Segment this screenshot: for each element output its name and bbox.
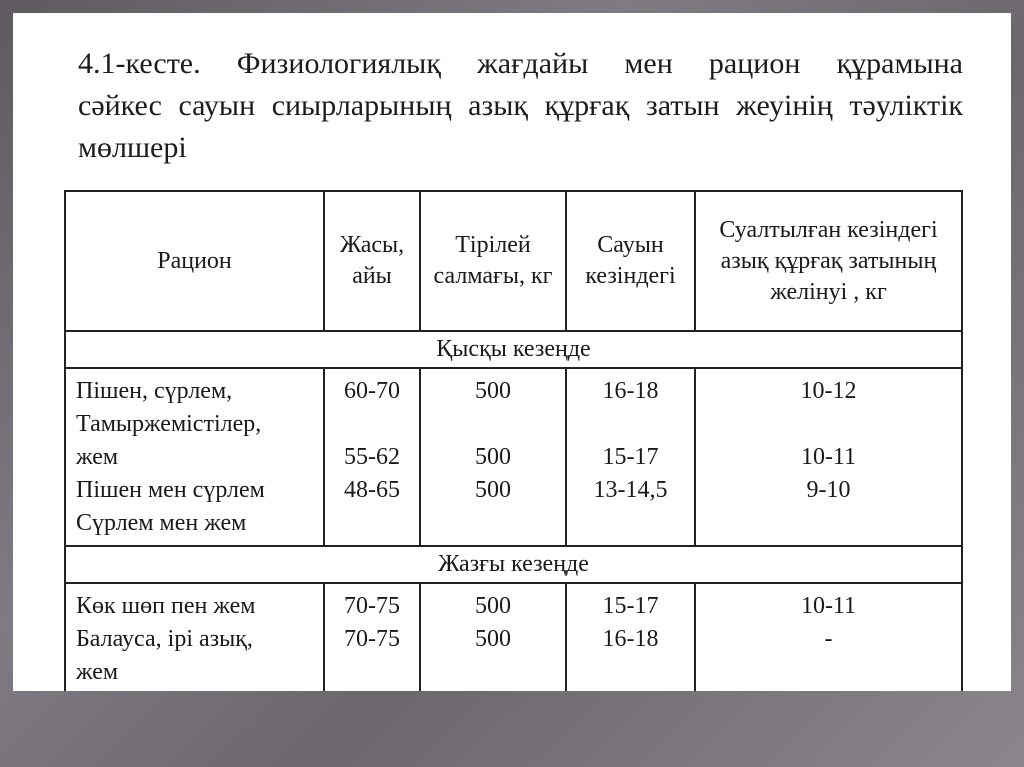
cell-weight bbox=[420, 583, 566, 691]
weight-value: 500 bbox=[475, 477, 511, 503]
period-row-winter bbox=[65, 331, 962, 368]
age-value: 70-75 bbox=[344, 593, 400, 619]
header-ration: Рацион bbox=[65, 191, 324, 331]
ration-line: Көк шөп пен жем bbox=[76, 593, 256, 619]
cell-intake bbox=[695, 368, 962, 546]
cell-milking bbox=[566, 368, 695, 546]
slide bbox=[13, 13, 1011, 691]
weight-value: 500 bbox=[475, 444, 511, 470]
table-row bbox=[65, 368, 962, 546]
ration-line: жем bbox=[76, 444, 119, 470]
period-label-summer: Жазғы кезеңде bbox=[65, 546, 962, 583]
period-row-summer bbox=[65, 546, 962, 583]
milking-value: 16-18 bbox=[602, 378, 659, 404]
cell-age bbox=[324, 368, 420, 546]
cell-milking bbox=[566, 583, 695, 691]
weight-value: 500 bbox=[475, 626, 511, 652]
ration-line: Тамыржемістілер, bbox=[76, 411, 262, 437]
cell-intake bbox=[695, 583, 962, 691]
cell-age bbox=[324, 583, 420, 691]
milking-value: 15-17 bbox=[602, 444, 659, 470]
cell-ration bbox=[65, 583, 324, 691]
intake-value: - bbox=[824, 626, 833, 652]
milking-value: 15-17 bbox=[602, 593, 659, 619]
period-label-winter: Қысқы кезеңде bbox=[65, 331, 962, 368]
ration-line: жем bbox=[76, 659, 119, 685]
ration-line: Пішен, сүрлем, bbox=[76, 378, 233, 404]
milking-value: 13-14,5 bbox=[593, 477, 668, 503]
ration-line: Балауса, ірі азық, bbox=[76, 626, 253, 652]
header-row bbox=[65, 191, 962, 331]
cell-ration bbox=[65, 368, 324, 546]
cell-weight bbox=[420, 368, 566, 546]
weight-value: 500 bbox=[475, 378, 511, 404]
weight-value: 500 bbox=[475, 593, 511, 619]
intake-value: 10-11 bbox=[800, 593, 857, 619]
caption-line: 4.1-кесте. Физиологиялық жағдайы мен рацион құрамына bbox=[78, 47, 963, 80]
header-age: Жасы, айы bbox=[324, 191, 420, 331]
age-value: 55-62 bbox=[344, 444, 400, 470]
header-intake: Суалтылған кезіндегі азық құрғақ затының желінуі , кг bbox=[695, 191, 962, 331]
age-value: 70-75 bbox=[344, 626, 400, 652]
table-row bbox=[65, 583, 962, 691]
intake-value: 10-11 bbox=[800, 444, 857, 470]
milking-value: 16-18 bbox=[602, 626, 659, 652]
header-weight: Тірілей салмағы, кг bbox=[420, 191, 566, 331]
intake-value: 10-12 bbox=[800, 378, 857, 404]
caption-line: мөлшері bbox=[78, 131, 187, 164]
age-value: 60-70 bbox=[344, 378, 400, 404]
ration-line: Пішен мен сүрлем bbox=[76, 477, 265, 503]
ration-table bbox=[64, 190, 963, 691]
age-value: 48-65 bbox=[344, 477, 400, 503]
table-caption bbox=[78, 43, 963, 169]
intake-value: 9-10 bbox=[806, 477, 851, 503]
caption-line: сәйкес сауын сиырларының азық құрғақ затын жеуінің тәуліктік bbox=[78, 89, 963, 122]
ration-line: Сүрлем мен жем bbox=[76, 510, 247, 536]
header-milking: Сауын кезіндегі bbox=[566, 191, 695, 331]
